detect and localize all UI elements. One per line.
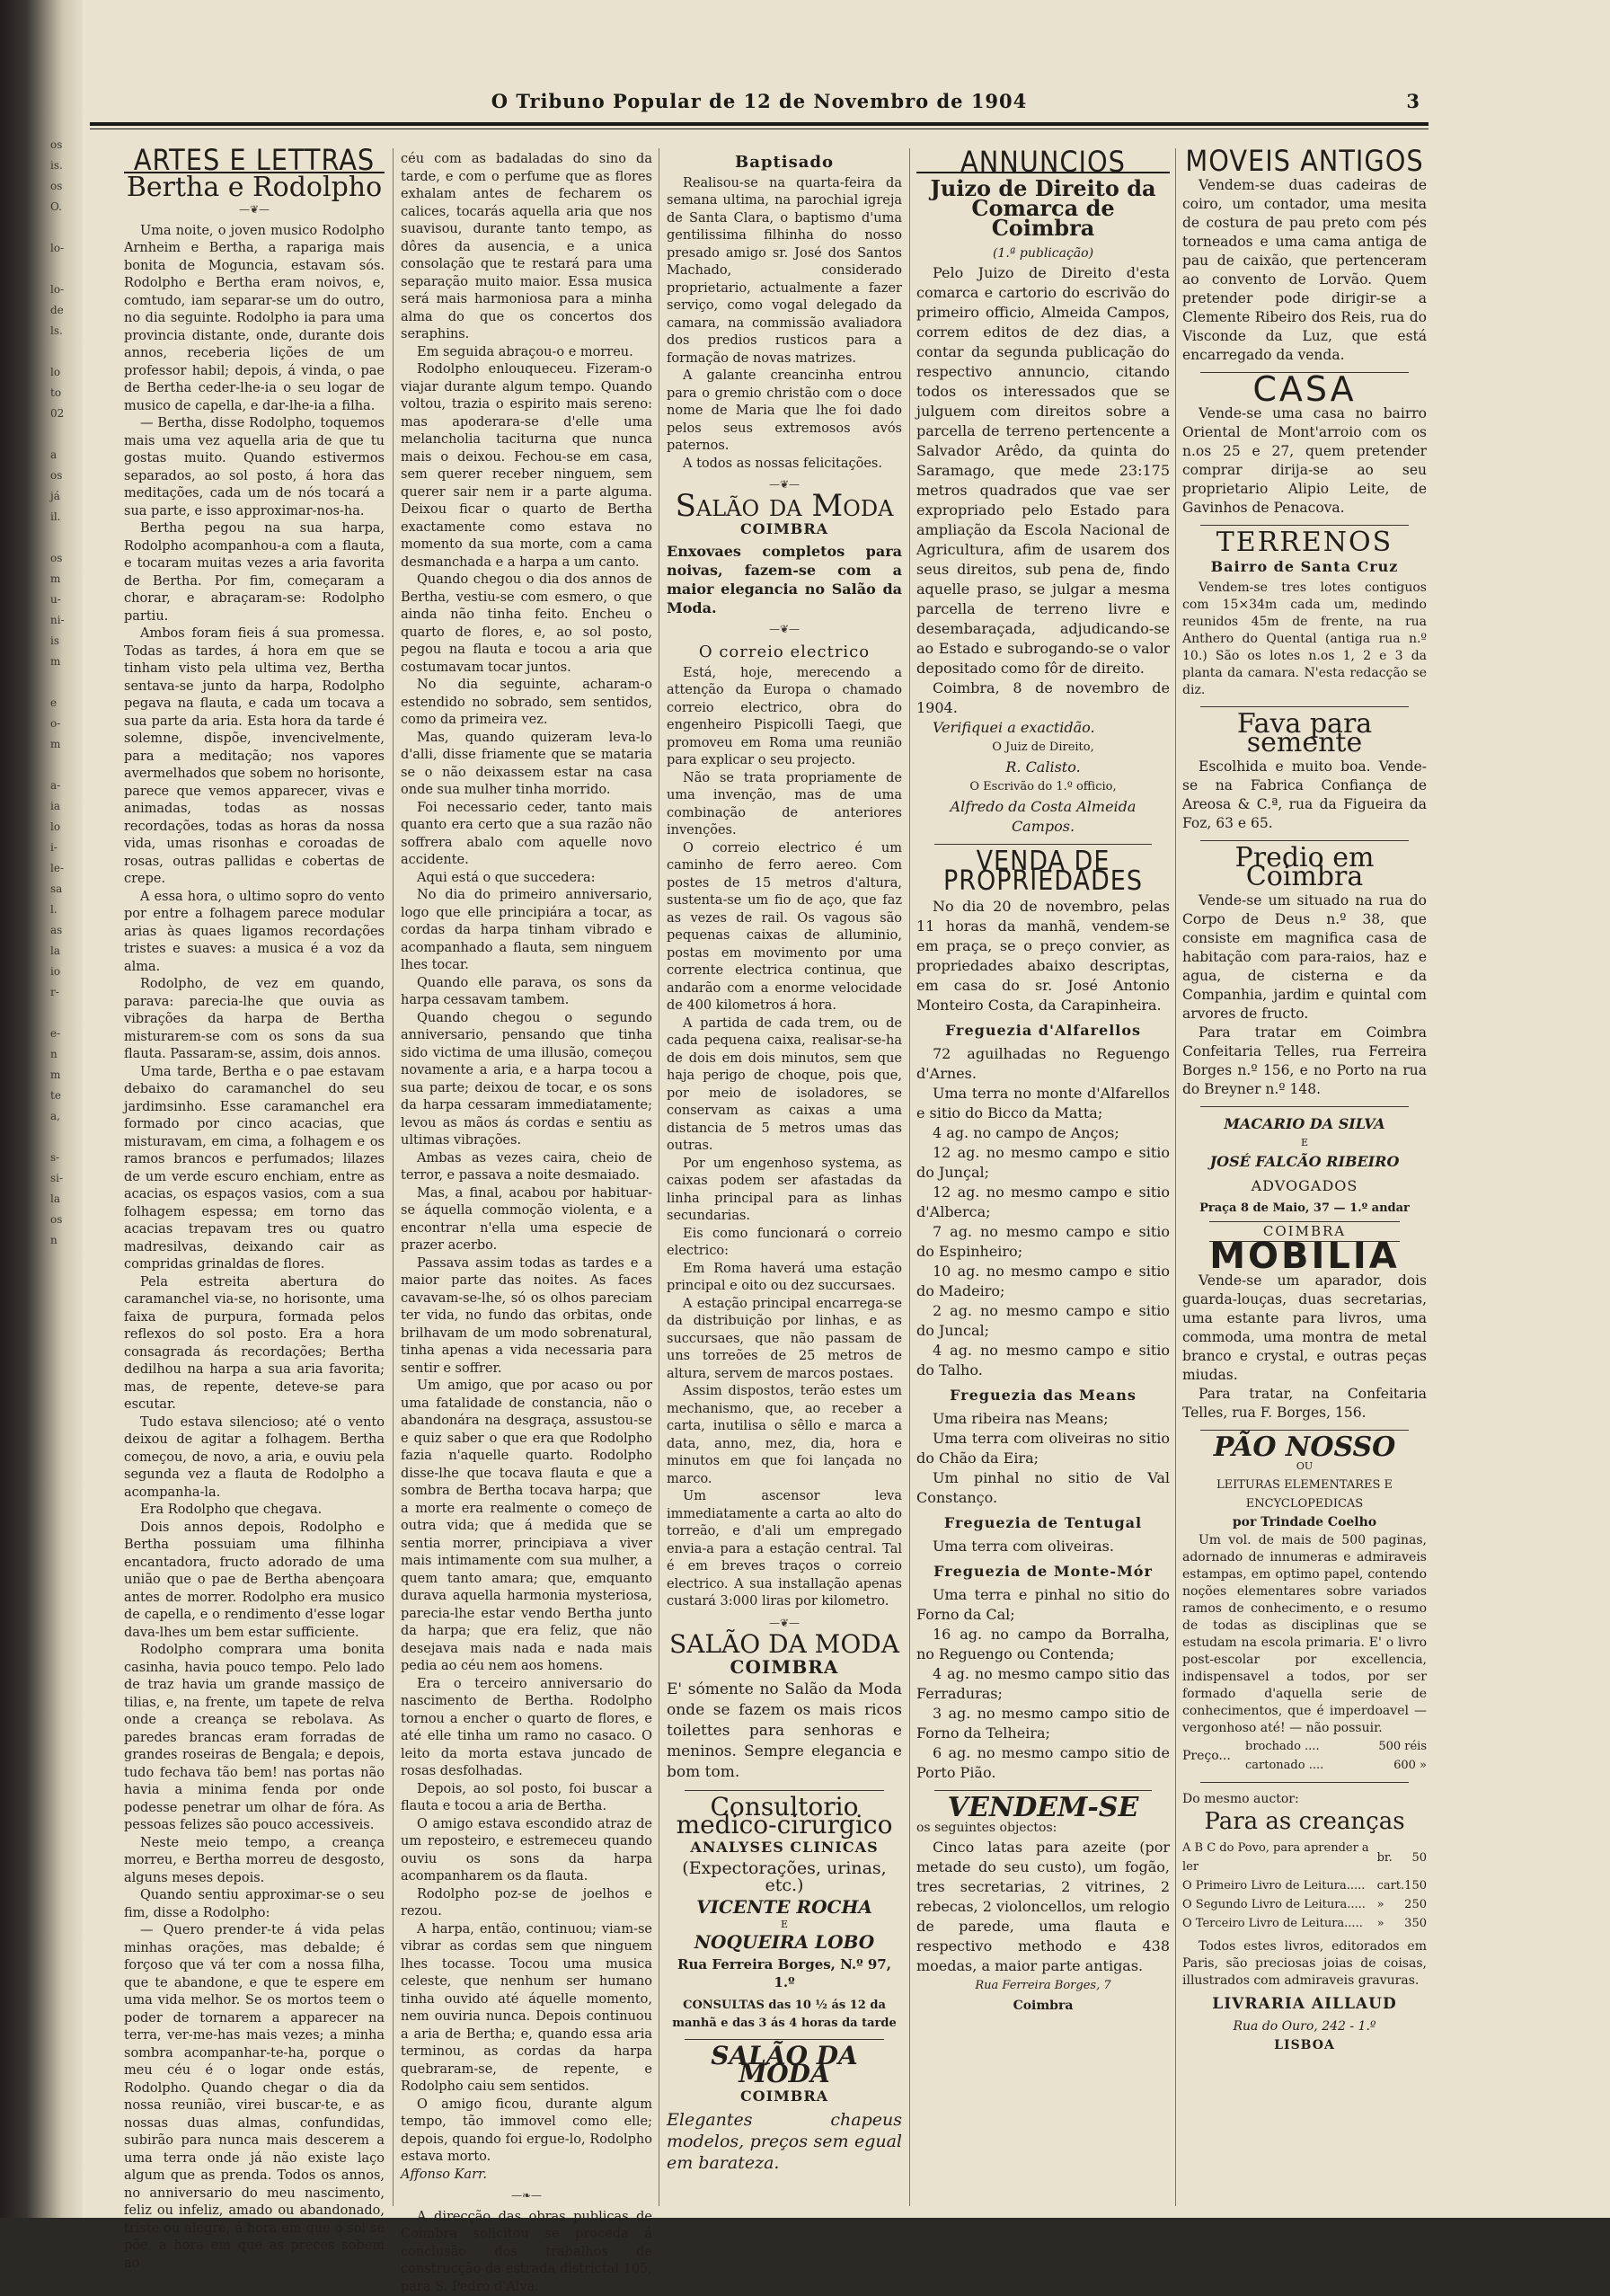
rule (685, 2039, 884, 2040)
ad-conjunction: OU (1182, 1457, 1427, 1476)
property-item: 4 ag. no mesmo campo sitio das Ferraduras; (916, 1664, 1170, 1704)
story-paragraph: Em seguida abraçou-o e morreu. (401, 344, 652, 362)
rule (934, 1790, 1152, 1791)
rule (1200, 706, 1409, 707)
story-paragraph: Era o terceiro anniversario do nascimento de Bertha. Rodolpho tornou a encher o quarto de flores, e até elle tinha um ramo no casaco. O leito da morta estava juncado de rosas desfolhadas. (401, 1676, 652, 1781)
ornament: —❦— (124, 201, 385, 219)
story-paragraph: Pela estreita abertura do caramanchel via-se, no horisonte, uma faixa de purpura, formada pelos reflexos do sol posto. Era a hora consagrada ás recordações; Bertha dedilhou na harpa a sua aria favorita; mas, de repente, deteve-se para escutar. (124, 1274, 385, 1414)
property-item: 72 aguilhadas no Reguengo d'Arnes. (916, 1044, 1170, 1084)
lawyer-name: JOSÉ FALCÃO RIBEIRO (1182, 1152, 1427, 1171)
table-row (1182, 1895, 1427, 1914)
ad-address: Praça 8 de Maio, 37 — 1.º andar (1182, 1199, 1427, 1218)
ornament: —❦— (667, 1615, 902, 1633)
price-table (1182, 1737, 1427, 1775)
ad-city: COIMBRA (667, 2088, 902, 2105)
ad-city: LISBOA (1182, 2036, 1427, 2055)
ad-conjunction: E (667, 1916, 902, 1934)
parish-title: Freguezia de Tentugal (916, 1513, 1170, 1533)
story-paragraph: O amigo ficou, durante algum tempo, tão immovel como elle; depois, quando foi ergue-lo, Rodolpho estava morto. (401, 2097, 652, 2167)
parish-title: Freguezia de Monte-Mór (916, 1562, 1170, 1582)
ad-text: Vendem-se duas cadeiras de coiro, um contador, uma mesita de costura de pau preto com pés torneados e uma cama antiga de pau de caixão, que pertenceram ao convento de Lorvão. Quem pretender pode dirigir-se a Clemente Ribeiro dos Reis, rua do Visconde da Luz, que está encarregado da venda. (1182, 176, 1427, 365)
story-paragraph: Rodolpho poz-se de joelhos e rezou. (401, 1886, 652, 1921)
news-paragraph: Em Roma haverá uma estação principal e oito ou dez succursaes. (667, 1261, 902, 1296)
rule (1200, 1430, 1409, 1431)
story-paragraph: Uma noite, o joven musico Rodolpho Arnheim e Bertha, a rapariga mais bonita de Moguncia, estavam sós. Rodolpho e Bertha eram noivos, e, comtudo, iam separar-se um do outro, no dia seguinte. Rodolpho ia para uma provincia distante, onde, durante dois annos, receberia lições de um professor habil; depois, á vinda, o pae de Bertha ceder-lhe-ia o seu logar de musico de capella, e dar-lhe-ia a filha. (124, 223, 385, 416)
book-table (1182, 1839, 1427, 1933)
ad-subtitle: ANALYSES CLINICAS (667, 1839, 902, 1857)
story-paragraph: Mas, quando quizeram leva-lo d'alli, disse friamente que se mataria se o não deixassem estar na casa onde sua mulher tinha morrido. (401, 730, 652, 800)
ad-city: COIMBRA (667, 1659, 902, 1677)
property-item: 4 ag. no mesmo campo e sitio do Talho. (916, 1341, 1170, 1380)
page-number: 3 (1406, 90, 1420, 112)
ad-text: Vende-se um aparador, dois guarda-louças, duas secretarias, uma estante para livros, uma commoda, uma montra de metal branco e crystal, e outras peças miudas. (1182, 1272, 1427, 1385)
property-item: 16 ag. no campo da Borralha, no Reguengo ou Contenda; (916, 1625, 1170, 1664)
book-name: O Primeiro Livro de Leitura..... (1182, 1876, 1377, 1895)
ad-subtitle: Do mesmo auctor: (1182, 1790, 1427, 1809)
ornament: —❦— (667, 621, 902, 639)
book-price: 150 (1404, 1876, 1427, 1895)
news-title: O correio electrico (667, 643, 902, 661)
ad-conjunction: E (1182, 1133, 1427, 1152)
story-paragraph: Passava assim todas as tardes e a maior parte das noites. As faces cavavam-se-lhe, só os olhos pareciam ter vida, no fundo das orbitas, onde brilhavam de um modo sobrenatural, tinha apenas a vida necessaria para sentir e soffrer. (401, 1255, 652, 1378)
book-type: br. (1377, 1839, 1405, 1876)
header-rule (90, 122, 1429, 126)
story-paragraph: Um amigo, que por acaso ou por uma fatalidade de constancia, não o abandonára na desgraça, assustou-se e quiz saber o que era que Rodolpho fazia n'aquelle quarto. Rodolpho disse-lhe que tocava flauta e que a sombra de Bertha tocava harpa; que a morte era realmente o começo de outra vida; que á medida que se sentia morrer, principiava a viver mais intimamente com sua mulher, a quem tanto amara; que, emquanto durava aquella harmonia mysteriosa, parecia-lhe estar vendo Bertha junto da harpa; que era feliz, que não desejava mais nada e nada mais pedia ao céu nem aos homens. (401, 1378, 652, 1676)
table-row (1182, 1839, 1427, 1876)
news-paragraph: O correio electrico é um caminho de ferro aereo. Com postes de 15 metros d'altura, sustenta-se um fio de aço, que faz as vezes de rail. Os vagous são pequenas caixas de alluminio, postas em movimento por uma corrente electrica continua, que andarão com a enorme velocidade de 400 kilometros á hora. (667, 840, 902, 1015)
story-paragraph: Ambas as vezes caira, cheio de terror, e passava a noite desmaiado. (401, 1150, 652, 1185)
ad-text: Para tratar em Coimbra Confeitaria Telles, rua Ferreira Borges n.º 156, e no Porto na rua do Breyner n.º 148. (1182, 1024, 1427, 1099)
column-divider (909, 148, 910, 2206)
ad-title: Consultorio medico-cirurgico (667, 1798, 902, 1833)
story-paragraph: Bertha pegou na sua harpa, Rodolpho acompanhou-a com a flauta, e tocaram muitas vezes a aria favorita de Bertha. Por fim, começaram a chorar, e abraçaram-se: Rodolpho partiu. (124, 520, 385, 625)
price-value: 600 » (1358, 1756, 1427, 1775)
ad-text: Cinco latas para azeite (por metade do seu custo), um fogão, tres secretarias, 2 vitrines, 2 rebecas, 2 violoncellos, um relogio de parede, uma flauta e respectivo methodo e 438 moedas, a maior parte antigas. (916, 1838, 1170, 1976)
property-item: 6 ag. no mesmo campo sitio de Porto Pião. (916, 1743, 1170, 1783)
rule (685, 1790, 884, 1791)
story-paragraph: Quando elle parava, os sons da harpa cessavam tambem. (401, 975, 652, 1010)
story-title: Bertha e Rodolpho (124, 179, 385, 197)
ad-subtitle: os seguintes objectos: (916, 1818, 1170, 1838)
property-item: 7 ag. no mesmo campo e sitio do Espinheiro; (916, 1222, 1170, 1262)
story-paragraph: Quando chegou o segundo anniversario, pensando que tinha sido victima de uma illusão, começou novamente a aria, e a harpa tocou a sua parte; deixou de tocar, e os sons da harpa cessaram immediatamente; levou as mãos ás cordas e sentiu as ultimas vibrações. (401, 1010, 652, 1150)
news-paragraph: A todos as nossas felicitações. (667, 456, 902, 474)
news-paragraph: Está, hoje, merecendo a attenção da Europa o chamado correio electrico, obra do engenheiro Pispicolli Taegi, que promoveu em Roma uma reunião para explicar o seu projecto. (667, 665, 902, 770)
column-5 (1182, 148, 1427, 2206)
column-divider (1175, 148, 1176, 2206)
book-price: 350 (1404, 1914, 1427, 1933)
news-paragraph: Não se trata propriamente de uma invenção, mas de uma combinação de anteriores invenções. (667, 770, 902, 840)
story-paragraph: Dois annos depois, Rodolpho e Bertha possuiam uma filhinha encantadora, fructo adorado de uma união que o pae de Bertha abençoara antes de morrer. Rodolpho era musico de capella, e o rendimento d'esse logar dava-lhes um bem estar sufficiente. (124, 1520, 385, 1643)
ad-city: COIMBRA (1209, 1221, 1400, 1242)
news-paragraph: A estação principal encarrega-se da distribuição por linhas, e as succursaes, que não passam de uns torreões de 25 metros de altura, servem de marcos postaes. (667, 1296, 902, 1384)
parish-title: Freguezia d'Alfarellos (916, 1021, 1170, 1041)
news-paragraph: Um ascensor leva immediatamente a carta ao alto do torreão, e d'ali um empregado envia-a para a estação central. Tal é em breves traços o correio electrico. A sua installação apenas custará 3:000 liras por kilometro. (667, 1488, 902, 1611)
ad-address: Rua Ferreira Borges, N.º 97, 1.º (667, 1956, 902, 1991)
book-type: » (1377, 1914, 1405, 1933)
bookstore-name: LIVRARIA AILLAUD (1182, 1995, 1427, 2014)
ad-text: Vendem-se tres lotes contiguos com 15×34m cada um, medindo reunidos 45m de frente, na rua Anthero do Quental (antiga rua n.º 10.) São os lotes n.os 1, 2 e 3 da planta da camara. N'esta redacção se diz. (1182, 580, 1427, 699)
story-paragraph: A harpa, então, continuou; viam-se vibrar as cordas sem que ninguem lhes tocasse. Tocou uma musica celeste, que nenhum ser humano tinha ouvido até áquelle momento, nem ouviria nunca. Depois continuou a aria de Bertha; e, quando essa aria terminou, as cordas da harpa quebraram-se, de repente, e Rodolpho caiu sem sentidos. (401, 1921, 652, 2097)
ad-subtitle: LEITURAS ELEMENTARES E ENCYCLOPEDICAS (1182, 1476, 1427, 1513)
story-paragraph: — Bertha, disse Rodolpho, toquemos mais uma vez aquella aria de que tu gostas muito. Quando estivermos separados, ao sol posto, á hora das meditações, cada um de nós tocará a sua parte, e isso approximar-nos-ha. (124, 415, 385, 520)
book-name: A B C do Povo, para aprender a ler (1182, 1839, 1377, 1876)
baptism-title: Baptisado (667, 154, 902, 172)
book-price: 250 (1404, 1895, 1427, 1914)
story-paragraph: No dia do primeiro anniversario, logo que elle principiára a tocar, as cordas da harpa tinham vibrado e acompanhado a flauta, sem ninguem lhes tocar. (401, 887, 652, 975)
doctor-name: VICENTE ROCHA (667, 1899, 902, 1917)
book-name: O Segundo Livro de Leitura..... (1182, 1895, 1377, 1914)
property-item: 3 ag. no mesmo campo sitio de Forno da Telheira; (916, 1704, 1170, 1743)
news-paragraph: Assim dispostos, terão estes um mechanismo, que, ao receber a carta, inutilisa o sêllo e marca a data, anno, mez, dia, hora e minutos em que foi lançada no marco. (667, 1383, 902, 1488)
price-value: 500 réis (1358, 1737, 1427, 1756)
news-paragraph: Realisou-se na quarta-feira da semana ultima, na parochial igreja de Santa Clara, o baptismo d'uma gentilissima filhinha do nosso presado amigo sr. José dos Santos Machado, considerado proprietario, actualmente a fazer serviço, como vogal delegado da camara, na commissão avaliadora dos predios rusticos para a formação de novas matrizes. (667, 175, 902, 368)
price-label: Preço... (1182, 1737, 1245, 1775)
story-paragraph: Uma tarde, Bertha e o pae estavam debaixo do caramanchel do seu jardimsinho. Esse caramanchel era formado por cinco acacias, que misturavam, em cima, a folhagem e os ramos brancos e perfumados; lilazes de um verde escuro enchiam, entre as acacias, os espaços vasios, com a sua folhagem espessa; em torno das acacias trepavam tres ou quatro madresilvas, deixando cair as compridas grinaldas de flores. (124, 1064, 385, 1274)
ad-title: Salão da Moda (667, 498, 902, 516)
lawyer-name: MACARIO DA SILVA (1182, 1114, 1427, 1133)
table-row (1182, 1737, 1427, 1756)
property-item: 4 ag. no campo de Anços; (916, 1123, 1170, 1143)
book-name: O Terceiro Livro de Leitura..... (1182, 1914, 1377, 1933)
table-row (1182, 1876, 1427, 1895)
rule (1200, 840, 1409, 841)
ad-title: VENDEM-SE (916, 1798, 1170, 1818)
facing-page-fragment: os is. os O. lo- lo- de ls. lo to 02 a os já il. os m u- ni- is m e o- m a- ia lo i- le- sa l. as la io r- e- n m te a, s- si- la os n (50, 135, 83, 1251)
rule (1200, 525, 1409, 526)
ad-signature-label: O Escrivão do 1.º officio, (916, 777, 1170, 797)
story-paragraph: Era Rodolpho que chegava. (124, 1502, 385, 1520)
ad-text: Vende-se uma casa no bairro Oriental de Mont'arroio com os n.os 25 e 27, quem pretender comprar dirija-se ao seu proprietario Alipio Leite, de Gavinhos de Penacova. (1182, 404, 1427, 518)
ad-address: Rua Ferreira Borges, 7 (916, 1976, 1170, 1996)
property-item: Um pinhal no sitio de Val Constanço. (916, 1468, 1170, 1508)
news-paragraph: A partida de cada trem, ou de cada pequena caixa, realisar-se-ha de dois em dois minutos, sem que haja perigo de choque, pois que, por meio de isoladores, se conservam as caixas a uma distancia de 5 metros umas das outras. (667, 1015, 902, 1156)
story-paragraph: O amigo estava escondido atraz de um reposteiro, e estremeceu quando ouviu os sons da harpa acompanharem os da flauta. (401, 1816, 652, 1886)
property-item: 12 ag. no mesmo campo e sitio do Junçal; (916, 1143, 1170, 1183)
story-paragraph: Quando chegou o dia dos annos de Bertha, vestiu-se com esmero, o que ainda não tinha feito. Encheu o quarto de flores, e, ao sol posto, pegou na flauta e tocou a aria que costumavam tocar juntos. (401, 572, 652, 677)
book-type: » (1377, 1895, 1405, 1914)
story-paragraph: Rodolpho comprara uma bonita casinha, havia pouco tempo. Pelo lado de traz havia um grande massiço de tilias, e, na frente, um tapete de relva onde a creança se rebolava. As paredes brancas eram forradas de grandes roseiras de Bengala; e depois, tudo fechava tão bem! nas portas não havia a minima fenda por onde podesse penetrar um olhar de fóra. As pessoas felizes são pouco accessiveis. (124, 1642, 385, 1835)
ad-text: Pelo Juizo de Direito d'esta comarca e cartorio do escrivão do primeiro officio, Almeida Campos, correm editos de dez dias, a contar da segunda publicação do respectivo annuncio, citando todos os interessados que se julguem com direitos sobre a parcella de terreno pertencente a Salvador Arêdo, da quinta do Saramago, que mede 23:175 metros quadrados que vae ser expropriado pelo Estado para ampliação da Escola Nacional de Agricultura, afim de usarem dos seus direitos, sub pena de, findo aquelle praso, se julgar a mesma parcella de terreno livre e desembaraçada, adjudicando-se ao Estado e subrogando-se o valor depositado como fôr de direito. (916, 263, 1170, 678)
story-signature: Affonso Karr. (401, 2167, 634, 2185)
ad-text: Vende-se um situado na rua do Corpo de Deus n.º 38, que consiste em magnifica casa de habitação com para-raios, haz e agua, de cisterna e da Companhia, jardim e quintal com arvores de fructo. (1182, 891, 1427, 1024)
news-paragraph: A galante creancinha entrou para o gremio christão com o doce nome de Maria que lhe foi dado pelos seus extremosos avós paternos. (667, 368, 902, 456)
property-item: 2 ag. no mesmo campo e sitio do Juncal; (916, 1301, 1170, 1341)
doctor-name: NOQUEIRA LOBO (667, 1934, 902, 1952)
column-2 (401, 151, 652, 2209)
story-paragraph: Depois, ao sol posto, foi buscar a flauta e tocou a aria de Bertha. (401, 1781, 652, 1816)
ad-date: Coimbra, 8 de novembro de 1904. (916, 678, 1170, 718)
property-item: Uma terra com oliveiras no sitio do Chão da Eira; (916, 1429, 1170, 1468)
property-item: Uma terra no monte d'Alfarellos e sitio do Bicco da Matta; (916, 1084, 1170, 1123)
ad-text: Todos estes livros, editorados em Paris, são preciosas joias de coisas, illustrados com admiraveis gravuras. (1182, 1938, 1427, 1990)
book-author: por Trindade Coelho (1182, 1513, 1427, 1532)
ad-title: CASA (1182, 380, 1427, 399)
news-paragraph: Por um engenhoso systema, as caixas podem ser afastadas da linha principal para as linhas secundarias. (667, 1156, 902, 1226)
ad-city: COIMBRA (667, 520, 902, 538)
story-paragraph: Neste meio tempo, a creança morreu, e Bertha morreu de desgosto, alguns meses depois. (124, 1835, 385, 1888)
ad-subtitle: Bairro de Santa Cruz (1182, 557, 1427, 576)
ad-title: MOBILIA (1182, 1247, 1427, 1266)
story-paragraph: céu com as badaladas do sino da tarde, e com o perfume que as flores exhalam antes de fecharem os calices, tocarás aquella aria que nos suavisou, durante tanto tempo, as dôres da ausencia, e a unica consolação que te restará para uma separação muito maior. Essa musica será mais harmoniosa para a minha alma do que os concertos dos seraphins. (401, 151, 652, 344)
story-paragraph: No dia seguinte, acharam-o estendido no sobrado, sem sentidos, como da primeira vez. (401, 677, 652, 730)
story-paragraph: — Quero prender-te á vida pelas minhas orações, mas debalde; é forçoso que vá ter com a nossa filha, que te abandone, e que te espere em uma vida melhor. Se os mortos teem o poder de tornarem a apparecer na terra, ver-me-has mais vezes; a minha sombra acompanhar-te-ha, porque o meu céu é o logar onde estás, Rodolpho. Quando chegar o dia da nossa reunião, virei buscar-te, e as nossas duas almas, confundidas, subirão para nunca mais descerem a uma terra onde já não existe laço algum que as prenda. Todos os annos, no anniversario do meu nascimento, feliz ou infeliz, amado ou abandonado, triste ou alegre, á hora em que o sol se põe, a hora em que as preces sobem ao (124, 1922, 385, 2273)
ad-title: VENDA DE PROPRIEDADES (916, 852, 1170, 891)
ad-title: Fava para semente (1182, 714, 1427, 752)
book-type: cart. (1377, 1876, 1405, 1895)
price-format: brochado .... (1245, 1737, 1358, 1756)
ad-text: No dia 20 de novembro, pelas 11 horas da manhã, vendem-se em praça, se o preço convier, as propriedades abaixo descriptas, em casa do sr. José Antonio Monteiro Costa, da Carapinheira. (916, 897, 1170, 1015)
ad-title: SALÃO DA MODA (667, 2047, 902, 2082)
property-item: Uma terra com oliveiras. (916, 1537, 1170, 1556)
ad-subtitle: (Expectorações, urinas, etc.) (667, 1860, 902, 1895)
newspaper-title: O Tribuno Popular de 12 de Novembro de 1904 (90, 90, 1429, 112)
ad-verified: Verifiquei a exactidão. (916, 718, 1170, 738)
rule (1200, 1106, 1409, 1107)
story-paragraph: Ambos foram fieis á sua promessa. Todas as tardes, á hora em que se tinham visto pela ultima vez, Bertha sentava-se junto da harpa, Rodolpho pegava na flauta, e cada um tocava a sua parte da aria. Esta hora da tarde é solemne, dispõe, invencivelmente, para a meditação; nos vapores avermelhados que sobem no horisonte, parece que vemos apparecer, vivas e animadas, todas as nossas recordações, todas as horas da nossa vida, umas risonhas e coroadas de rosas, outras pallidas e cobertas de crepe. (124, 625, 385, 889)
ad-text: Um vol. de mais de 500 paginas, adornado de innumeras e admiraveis estampas, em optimo papel, contendo noções elementares sobre variados ramos de conhecimento, e o resumo de todas as disciplinas que se estudam na escola primaria. E' o livro post-escolar por excellencia, indispensavel a todos, por ser formado d'aquella serie de conhecimentos, que é imperdoavel — vergonhoso até! — não possuir. (1182, 1532, 1427, 1737)
ad-text: Para tratar, na Confeitaria Telles, rua F. Borges, 156. (1182, 1385, 1427, 1423)
ad-title: TERRENOS (1182, 533, 1427, 552)
book-price: 50 (1404, 1839, 1427, 1876)
ad-title: Juizo de Direito da Comarca de Coimbra (916, 179, 1170, 238)
left-page-edge (0, 0, 83, 2218)
ad-title: Predio em Coimbra (1182, 848, 1427, 886)
section-title: ANNUNCIOS (916, 152, 1170, 173)
story-paragraph: Foi necessario ceder, tanto mais quanto era certo que a sua razão não soffrera abalo com aquelle novo accidente. (401, 800, 652, 870)
table-row (1182, 1914, 1427, 1933)
ad-signature-label: O Juiz de Direito, (916, 738, 1170, 758)
ad-text: E' sómente no Salão da Moda onde se fazem os mais ricos toilettes para senhoras e meninos. Sempre elegancia e bom tom. (667, 1680, 902, 1783)
ad-title: MOVEIS ANTIGOS (1182, 152, 1427, 171)
story-paragraph: Aqui está o que succedera: (401, 870, 652, 888)
column-divider (393, 148, 394, 2206)
ad-signature: R. Calisto. (916, 758, 1170, 777)
ad-hours: CONSULTAS das 10 ½ ás 12 da manhã e das 3 ás 4 horas da tarde (667, 1997, 902, 2032)
ad-city: Coimbra (916, 1996, 1170, 2016)
column-3 (667, 148, 902, 2206)
story-paragraph: Rodolpho, de vez em quando, parava: parecia-lhe que ouvia as vibrações da harpa de Bertha misturarem-se com os sons da sua flauta. Passaram-se, assim, dois annos. (124, 976, 385, 1064)
column-1 (124, 148, 385, 2206)
ad-address: Rua do Ouro, 242 - 1.º (1182, 2017, 1427, 2036)
ad-title: PÃO NOSSO (1182, 1438, 1427, 1457)
section-title: ARTES E LETTRAS (124, 152, 385, 173)
ornament: —❦— (667, 476, 902, 494)
ornament: —❧— (401, 2187, 652, 2205)
rule (1200, 1782, 1409, 1783)
ad-title: SALÃO DA MODA (667, 1636, 902, 1653)
property-item: 10 ag. no mesmo campo e sitio do Madeiro; (916, 1262, 1170, 1301)
property-item: Uma terra e pinhal no sitio do Forno da Cal; (916, 1585, 1170, 1625)
ad-subtitle: (1.ª publicação) (916, 244, 1170, 263)
story-paragraph: Rodolpho enlouqueceu. Fizeram-o viajar durante algum tempo. Quando voltou, trazia o espirito mais sereno: mas apoderara-se d'elle uma melancholia taciturna que nunca mais o deixou. Fechou-se em casa, sem querer receber ninguem, sem querer sair nem ir a parte alguma. Deixou ficar o quarto de Bertha exactamente como estava no momento da sua morte, com a cama desmanchada e a harpa a um canto. (401, 361, 652, 572)
ad-signature: Alfredo da Costa Almeida Campos. (916, 797, 1170, 837)
parish-title: Freguezia das Means (916, 1386, 1170, 1405)
story-paragraph: Mas, a final, acabou por habituar-se áquella commoção violenta, e a encontrar n'ella uma especie de prazer acerbo. (401, 1185, 652, 1255)
property-item: 12 ag. no mesmo campo e sitio d'Alberca; (916, 1183, 1170, 1222)
story-paragraph: Tudo estava silencioso; até o vento deixou de agitar a folhagem. Bertha começou, de novo, a aria, e ouviu pela segunda vez a flauta de Rodolpho a acompanha-la. (124, 1414, 385, 1503)
story-paragraph: A essa hora, o ultimo sopro do vento por entre a folhagem parece modular arias às quaes ligamos recordações tristes e suaves: a musica é a voz da alma. (124, 889, 385, 977)
property-item: Uma ribeira nas Means; (916, 1409, 1170, 1429)
rule (934, 844, 1152, 845)
column-4 (916, 148, 1170, 2206)
ad-title: Para as creanças (1182, 1813, 1427, 1831)
ad-text: Enxovaes completos para noivas, fazem-se com a maior elegancia no Salão da Moda. (667, 542, 902, 617)
story-paragraph: Quando sentiu approximar-se o seu fim, disse a Rodolpho: (124, 1887, 385, 1922)
ad-text: Escolhida e muito boa. Vende-se na Fabrica Confiança de Areosa & C.ª, rua da Figueira da Foz, 63 e 65. (1182, 758, 1427, 833)
ad-subtitle: ADVOGADOS (1182, 1176, 1427, 1195)
news-paragraph: Eis como funcionará o correio electrico: (667, 1226, 902, 1261)
ad-text: Elegantes chapeus modelos, preços sem egual em barateza. (667, 2109, 902, 2174)
page-header (90, 86, 1429, 137)
news-note: A direcção das obras publicas de Coimbra solicitou se proceda á conclusão dos trabalhos de construcção da estrada districtal 105, para S. Pedro d'Alva. (401, 2209, 652, 2296)
price-format: cartonado .... (1245, 1756, 1358, 1775)
